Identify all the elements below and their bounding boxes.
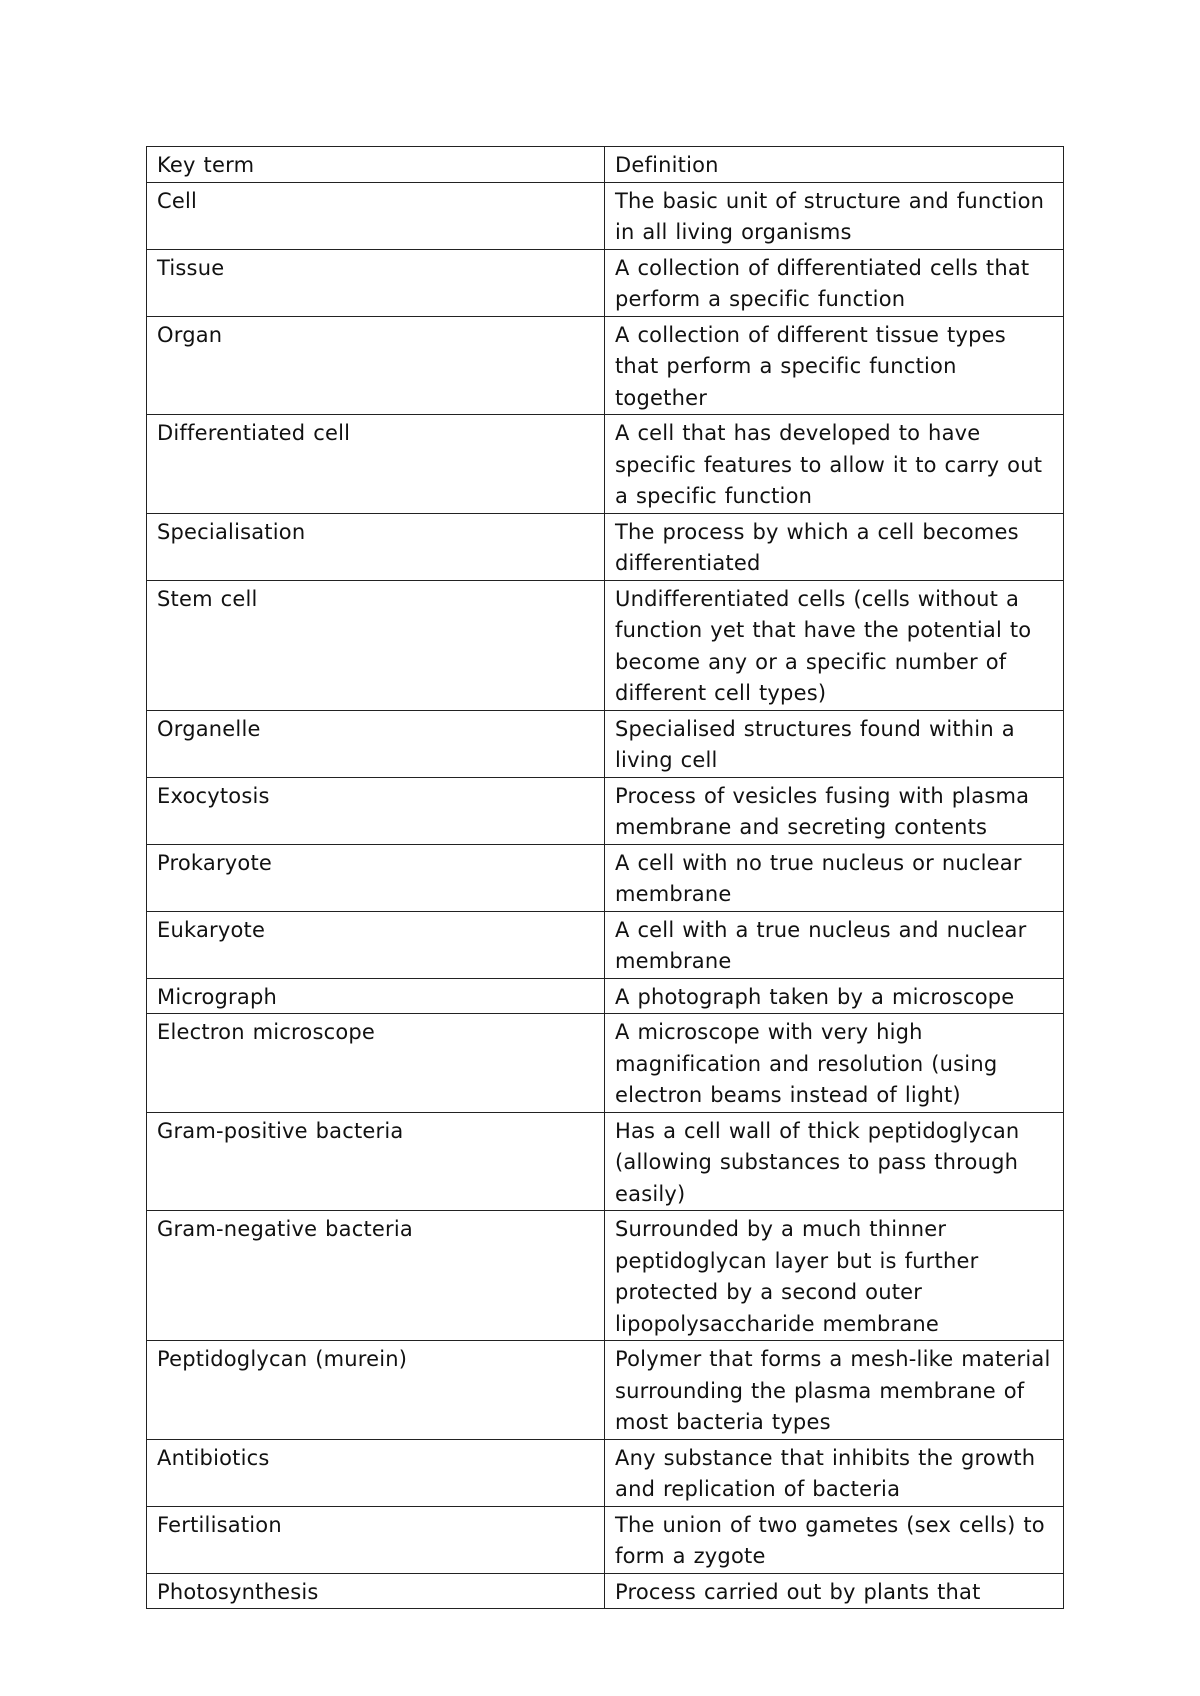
table-row xyxy=(147,710,1064,777)
term-cell: Peptidoglycan (murein) xyxy=(147,1341,605,1440)
term-cell: Organ xyxy=(147,316,605,415)
term-cell: Antibiotics xyxy=(147,1439,605,1506)
definition-cell: A cell with a true nucleus and nuclear membrane xyxy=(605,911,1064,978)
table-row xyxy=(147,1506,1064,1573)
table-row xyxy=(147,1014,1064,1113)
header-definition: Definition xyxy=(605,147,1064,183)
term-cell: Exocytosis xyxy=(147,777,605,844)
term-cell: Tissue xyxy=(147,249,605,316)
table-row xyxy=(147,777,1064,844)
term-cell: Specialisation xyxy=(147,513,605,580)
definition-cell: Specialised structures found within a living cell xyxy=(605,710,1064,777)
definition-cell: Has a cell wall of thick peptidoglycan (allowing substances to pass through easily) xyxy=(605,1112,1064,1211)
table-row xyxy=(147,911,1064,978)
table-row xyxy=(147,978,1064,1014)
definition-cell: The basic unit of structure and function in all living organisms xyxy=(605,182,1064,249)
table-row xyxy=(147,1112,1064,1211)
definition-cell: A photograph taken by a microscope xyxy=(605,978,1064,1014)
table-row xyxy=(147,844,1064,911)
table-row xyxy=(147,1439,1064,1506)
term-cell: Electron microscope xyxy=(147,1014,605,1113)
table-row xyxy=(147,415,1064,514)
table-row xyxy=(147,316,1064,415)
key-terms-table xyxy=(146,146,1064,1609)
table-row xyxy=(147,182,1064,249)
table-header-row xyxy=(147,147,1064,183)
definition-cell: Process carried out by plants that xyxy=(605,1573,1064,1609)
definition-cell: A collection of different tissue types that perform a specific function together xyxy=(605,316,1064,415)
table-row xyxy=(147,249,1064,316)
term-cell: Eukaryote xyxy=(147,911,605,978)
term-cell: Gram-negative bacteria xyxy=(147,1211,605,1341)
definition-cell: A collection of differentiated cells that perform a specific function xyxy=(605,249,1064,316)
definition-cell: A microscope with very high magnification and resolution (using electron beams instead of light) xyxy=(605,1014,1064,1113)
definition-cell: The process by which a cell becomes differentiated xyxy=(605,513,1064,580)
term-cell: Prokaryote xyxy=(147,844,605,911)
table-row xyxy=(147,513,1064,580)
table-row xyxy=(147,580,1064,710)
term-cell: Micrograph xyxy=(147,978,605,1014)
definition-cell: Process of vesicles fusing with plasma membrane and secreting contents xyxy=(605,777,1064,844)
term-cell: Organelle xyxy=(147,710,605,777)
term-cell: Photosynthesis xyxy=(147,1573,605,1609)
term-cell: Gram-positive bacteria xyxy=(147,1112,605,1211)
term-cell: Stem cell xyxy=(147,580,605,710)
definition-cell: Undifferentiated cells (cells without a function yet that have the potential to become any or a specific number of different cell types) xyxy=(605,580,1064,710)
term-cell: Cell xyxy=(147,182,605,249)
header-key-term: Key term xyxy=(147,147,605,183)
definition-cell: The union of two gametes (sex cells) to form a zygote xyxy=(605,1506,1064,1573)
term-cell: Fertilisation xyxy=(147,1506,605,1573)
table-row xyxy=(147,1211,1064,1341)
definition-cell: A cell that has developed to have specific features to allow it to carry out a specific function xyxy=(605,415,1064,514)
table-row xyxy=(147,1341,1064,1440)
definition-cell: A cell with no true nucleus or nuclear membrane xyxy=(605,844,1064,911)
definition-cell: Any substance that inhibits the growth and replication of bacteria xyxy=(605,1439,1064,1506)
table-row xyxy=(147,1573,1064,1609)
definition-cell: Surrounded by a much thinner peptidoglycan layer but is further protected by a second outer lipopolysaccharide membrane xyxy=(605,1211,1064,1341)
term-cell: Differentiated cell xyxy=(147,415,605,514)
definition-cell: Polymer that forms a mesh-like material surrounding the plasma membrane of most bacteria types xyxy=(605,1341,1064,1440)
